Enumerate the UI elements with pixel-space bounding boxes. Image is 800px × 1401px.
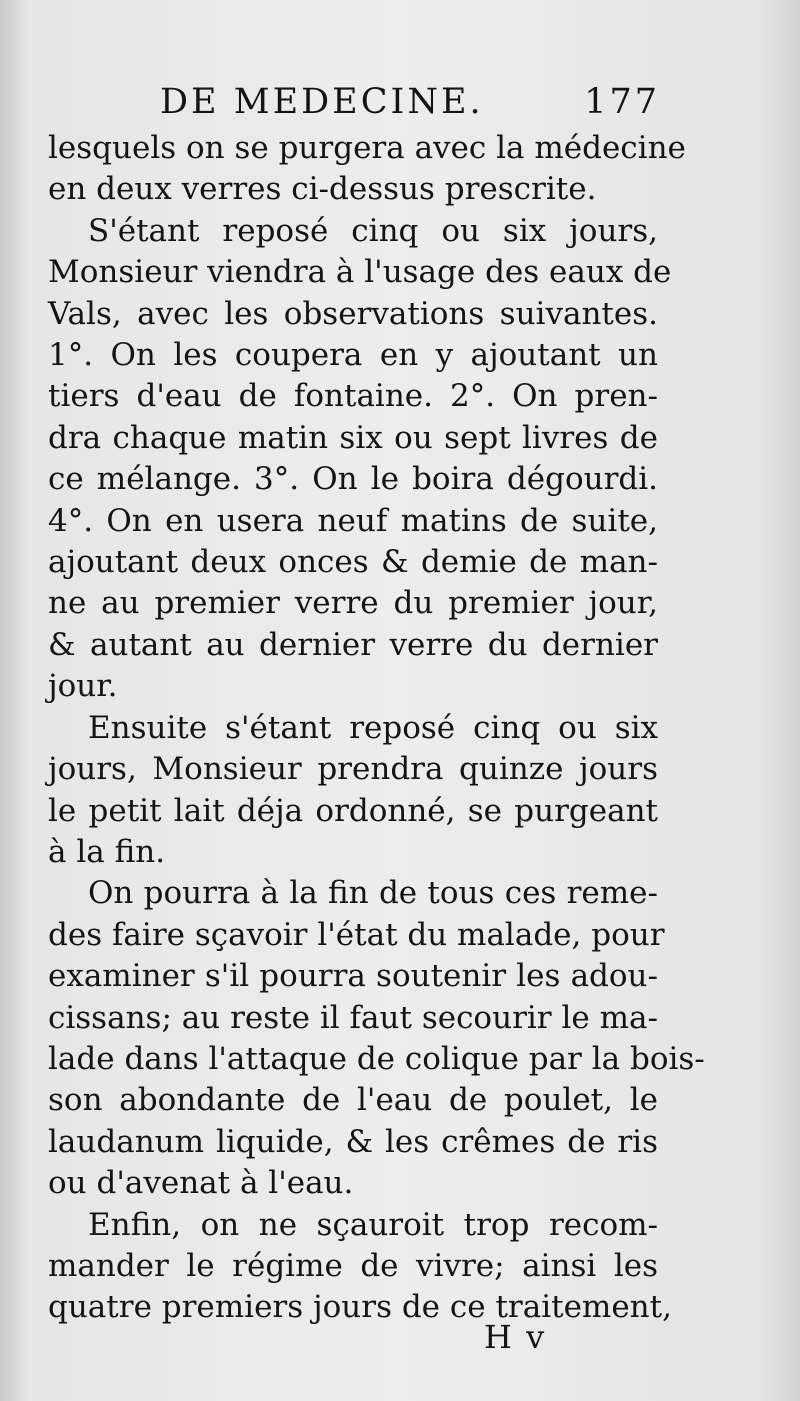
paragraph-5 [48, 1205, 672, 1329]
text-line: mander le régime de vivre; ainsi les [48, 1247, 658, 1284]
text-line: des faire sçavoir l'état du malade, pour [48, 916, 665, 953]
text-line: & autant au dernier verre du dernier [48, 626, 658, 663]
text-line: 4°. On en usera neuf matins de suite, [48, 502, 658, 539]
text-line: 1°. On les coupera en y ajoutant un [48, 337, 658, 374]
body-text [48, 128, 705, 1329]
text-line: Enfin, on ne sçauroit trop recom- [88, 1206, 658, 1243]
text-line: ou d'avenat à l'eau. [48, 1165, 354, 1202]
text-line: lesquels on se purgera avec la médecine [48, 130, 686, 166]
text-line: S'étant reposé cinq ou six jours, [88, 212, 658, 249]
text-line: Vals, avec les observations suivantes. [48, 295, 658, 332]
paragraph-1 [48, 128, 686, 211]
text-line: ne au premier verre du premier jour, [48, 585, 658, 622]
text-line: jours, Monsieur prendra quinze jours [48, 751, 658, 788]
text-line: lade dans l'attaque de colique par la bois- [48, 1040, 705, 1077]
paragraph-2 [48, 211, 672, 708]
text-line: à la fin. [48, 833, 166, 870]
text-line: quatre premiers jours de ce traitement, [48, 1289, 672, 1326]
text-line: On pourra à la fin de tous ces reme- [88, 875, 658, 912]
text-line: examiner s'il pourra soutenir les adou- [48, 958, 658, 995]
paragraph-3 [48, 708, 658, 874]
signature-mark: H v [484, 1318, 547, 1356]
text-line: le petit lait déja ordonné, se purgeant [48, 792, 658, 829]
text-line: laudanum liquide, & les crêmes de ris [48, 1123, 658, 1160]
text-line: ce mélange. 3°. On le boira dégourdi. [48, 461, 658, 498]
text-line: Ensuite s'étant reposé cinq ou six [88, 709, 658, 746]
text-line: Monsieur viendra à l'usage des eaux de [48, 254, 672, 291]
text-line: en deux verres ci-dessus prescrite. [48, 171, 597, 208]
page-header [160, 82, 660, 132]
text-line: tiers d'eau de fontaine. 2°. On pren- [48, 378, 658, 415]
text-line: son abondante de l'eau de poulet, le [48, 1082, 658, 1119]
running-title: DE MEDECINE. [160, 82, 484, 122]
page-number: 177 [584, 82, 660, 122]
text-line: jour. [48, 668, 118, 705]
text-line: dra chaque matin six ou sept livres de [48, 419, 658, 456]
text-line: cissans; au reste il faut secourir le ma- [48, 999, 658, 1036]
paragraph-4 [48, 873, 705, 1204]
text-line: ajoutant deux onces & demie de man- [48, 544, 658, 581]
